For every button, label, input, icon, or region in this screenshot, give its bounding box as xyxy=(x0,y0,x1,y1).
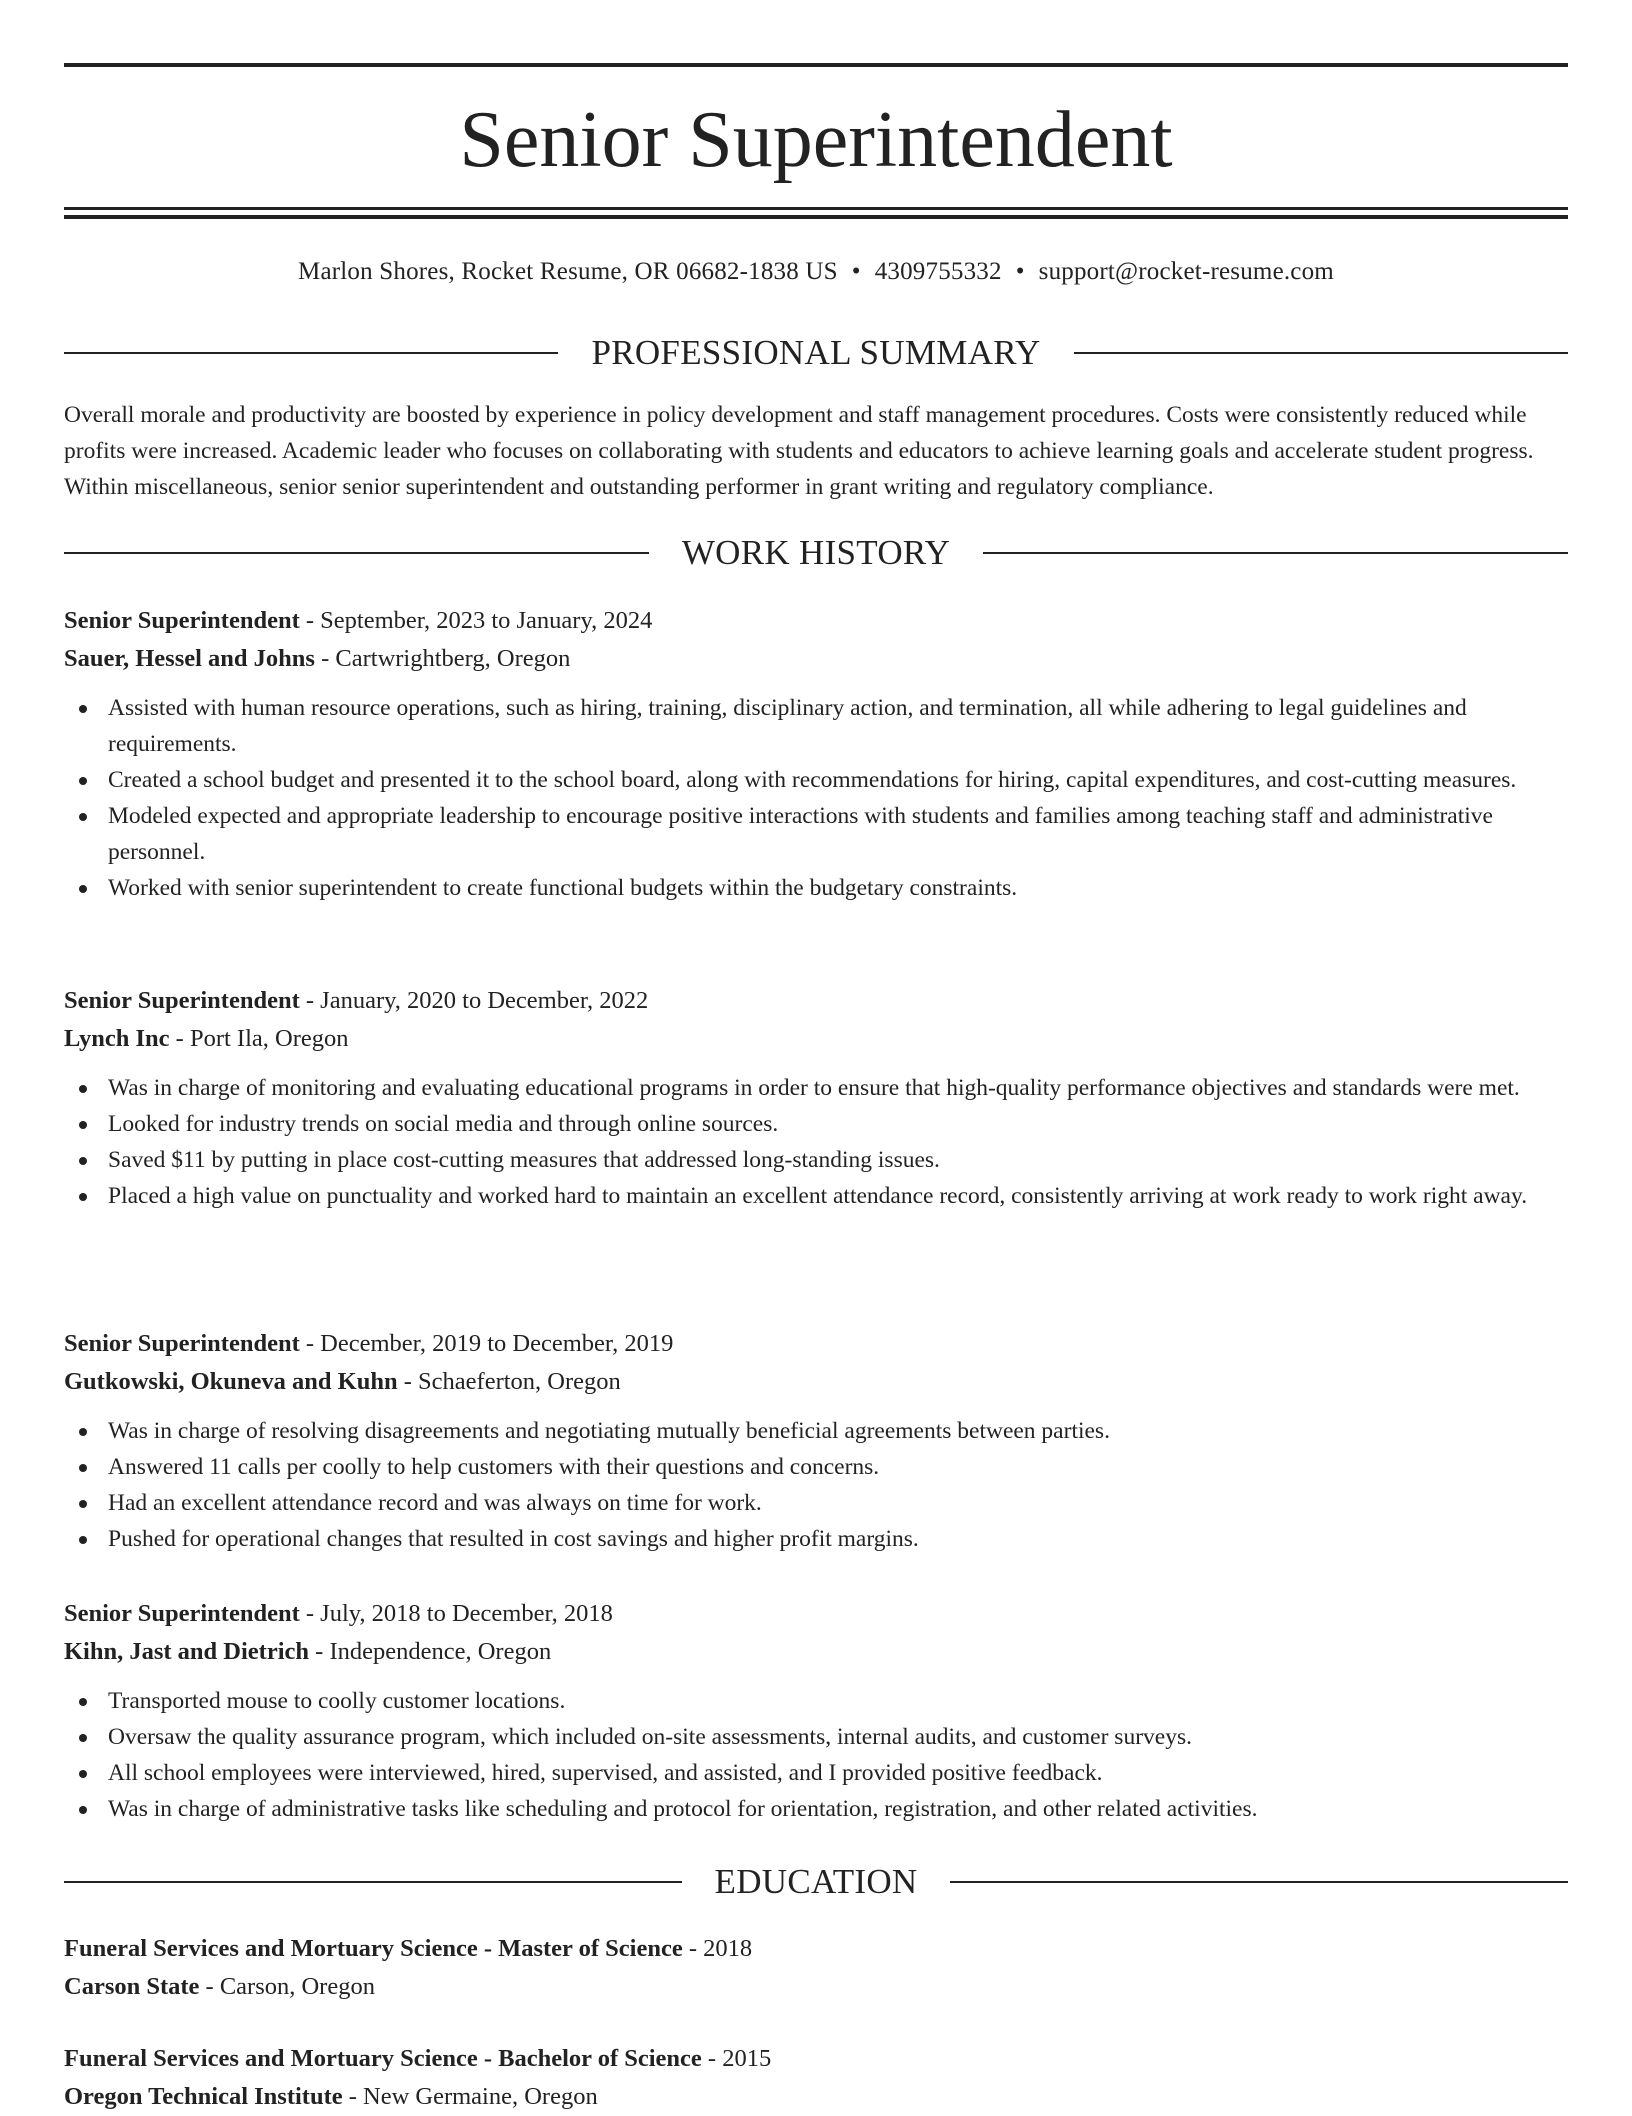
contact-line xyxy=(64,254,1568,290)
job-bullet: Was in charge of administrative tasks like scheduling and protocol for orientation, registration, and other related activities. xyxy=(64,1791,1568,1827)
job-bullet: Placed a high value on punctuality and worked hard to maintain an excellent attendance record, consistently arriving at work ready to work right away. xyxy=(64,1178,1568,1214)
job-bullet: Saved $11 by putting in place cost-cutting measures that addressed long-standing issues. xyxy=(64,1142,1568,1178)
job-bullet: Modeled expected and appropriate leadership to encourage positive interactions with students and families among teaching staff and administrative personnel. xyxy=(64,798,1568,870)
job-bullets xyxy=(64,690,1568,906)
job-company: Sauer, Hessel and Johns xyxy=(64,645,315,672)
job-bullet: Assisted with human resource operations, such as hiring, training, disciplinary action, and termination, all while adhering to legal guidelines and requirements. xyxy=(64,690,1568,762)
job-bullet: Was in charge of resolving disagreements and negotiating mutually beneficial agreements between parties. xyxy=(64,1413,1568,1449)
work-heading-label: WORK HISTORY xyxy=(681,533,951,572)
job-company-line xyxy=(64,1363,1568,1401)
education-degree-line xyxy=(64,1930,1568,1968)
job-location: - Port Ila, Oregon xyxy=(169,1025,349,1052)
education-entry xyxy=(64,2040,1568,2116)
job-company-line xyxy=(64,640,1568,678)
job-location: - Cartwrightberg, Oregon xyxy=(314,645,571,672)
education-heading-label: EDUCATION xyxy=(714,1862,918,1901)
job-title-line xyxy=(64,1595,1568,1633)
heading-rule-right xyxy=(950,1881,1568,1883)
job-bullet: Had an excellent attendance record and was always on time for work. xyxy=(64,1485,1568,1521)
job-entry xyxy=(64,602,1568,906)
job-dates: - September, 2023 to January, 2024 xyxy=(299,607,653,634)
education-school: Oregon Technical Institute xyxy=(64,2083,343,2110)
job-bullet: Transported mouse to coolly customer locations. xyxy=(64,1683,1568,1719)
job-bullet: Was in charge of monitoring and evaluating educational programs in order to ensure that high-quality performance objectives and standards were met. xyxy=(64,1070,1568,1106)
job-bullet: Pushed for operational changes that resulted in cost savings and higher profit margins. xyxy=(64,1521,1568,1557)
job-company-line xyxy=(64,1633,1568,1671)
contact-address: Marlon Shores, Rocket Resume, OR 06682-1838 US xyxy=(298,258,838,285)
job-company: Lynch Inc xyxy=(64,1025,170,1052)
education-location: - New Germaine, Oregon xyxy=(342,2083,598,2110)
job-bullets xyxy=(64,1683,1568,1827)
education-entry xyxy=(64,1930,1568,2006)
job-bullets xyxy=(64,1413,1568,1557)
education-degree: Funeral Services and Mortuary Science - Bachelor of Science xyxy=(64,2045,702,2072)
job-bullet: Created a school budget and presented it to the school board, along with recommendations for hiring, capital expenditures, and cost-cutting measures. xyxy=(64,762,1568,798)
education-school-line xyxy=(64,1968,1568,2006)
contact-separator: • xyxy=(851,258,861,285)
summary-text: Overall morale and productivity are boosted by experience in policy development and staff management procedures. Costs were consistently reduced while profits were increased. Academic leader who focuses on collaborating with students and educators to achieve learning goals and accelerate student progress. Within miscellaneous, senior senior superintendent and outstanding performer in grant writing and regulatory compliance. xyxy=(64,402,1534,500)
heading-rule-left xyxy=(64,552,649,554)
summary-section-heading xyxy=(64,331,1568,375)
education-degree: Funeral Services and Mortuary Science - Master of Science xyxy=(64,1935,683,1962)
job-bullet: Oversaw the quality assurance program, which included on-site assessments, internal audits, and customer surveys. xyxy=(64,1719,1568,1755)
job-bullet: Looked for industry trends on social media and through online sources. xyxy=(64,1106,1568,1142)
education-year: - 2015 xyxy=(701,2045,772,2072)
contact-separator: • xyxy=(1015,258,1025,285)
job-bullet: All school employees were interviewed, hired, supervised, and assisted, and I provided positive feedback. xyxy=(64,1755,1568,1791)
contact-phone: 4309755332 xyxy=(874,258,1002,285)
job-bullet: Answered 11 calls per coolly to help customers with their questions and concerns. xyxy=(64,1449,1568,1485)
job-company-line xyxy=(64,1020,1568,1058)
job-location: - Independence, Oregon xyxy=(309,1638,552,1665)
resume-title: Senior Superintendent xyxy=(459,96,1173,184)
job-entry xyxy=(64,1595,1568,1827)
job-location: - Schaeferton, Oregon xyxy=(397,1368,621,1395)
heading-rule-right xyxy=(1074,352,1568,354)
work-section-heading xyxy=(64,531,1568,575)
education-section-heading xyxy=(64,1860,1568,1904)
contact-email: support@rocket-resume.com xyxy=(1038,258,1334,285)
header-top-rule xyxy=(64,63,1568,67)
job-title: Senior Superintendent xyxy=(64,1600,300,1627)
job-title-line xyxy=(64,982,1568,1020)
job-company: Kihn, Jast and Dietrich xyxy=(64,1638,310,1665)
job-title: Senior Superintendent xyxy=(64,987,300,1014)
job-title: Senior Superintendent xyxy=(64,607,300,634)
job-dates: - December, 2019 to December, 2019 xyxy=(299,1330,674,1357)
heading-rule-right xyxy=(983,552,1568,554)
job-dates: - July, 2018 to December, 2018 xyxy=(299,1600,613,1627)
education-location: - Carson, Oregon xyxy=(199,1973,375,2000)
heading-rule-left xyxy=(64,352,558,354)
job-bullets xyxy=(64,1070,1568,1214)
job-title: Senior Superintendent xyxy=(64,1330,300,1357)
job-title-line xyxy=(64,1325,1568,1363)
job-entry xyxy=(64,982,1568,1214)
job-company: Gutkowski, Okuneva and Kuhn xyxy=(64,1368,398,1395)
job-bullet: Worked with senior superintendent to create functional budgets within the budgetary constraints. xyxy=(64,870,1568,906)
header-bottom-rule-upper xyxy=(64,207,1568,210)
summary-heading-label: PROFESSIONAL SUMMARY xyxy=(591,333,1041,372)
heading-rule-left xyxy=(64,1881,682,1883)
education-year: - 2018 xyxy=(682,1935,753,1962)
job-entry xyxy=(64,1325,1568,1557)
job-dates: - January, 2020 to December, 2022 xyxy=(299,987,649,1014)
education-degree-line xyxy=(64,2040,1568,2078)
education-school-line xyxy=(64,2078,1568,2116)
header-bottom-rule-lower xyxy=(64,215,1568,219)
education-school: Carson State xyxy=(64,1973,200,2000)
job-title-line xyxy=(64,602,1568,640)
